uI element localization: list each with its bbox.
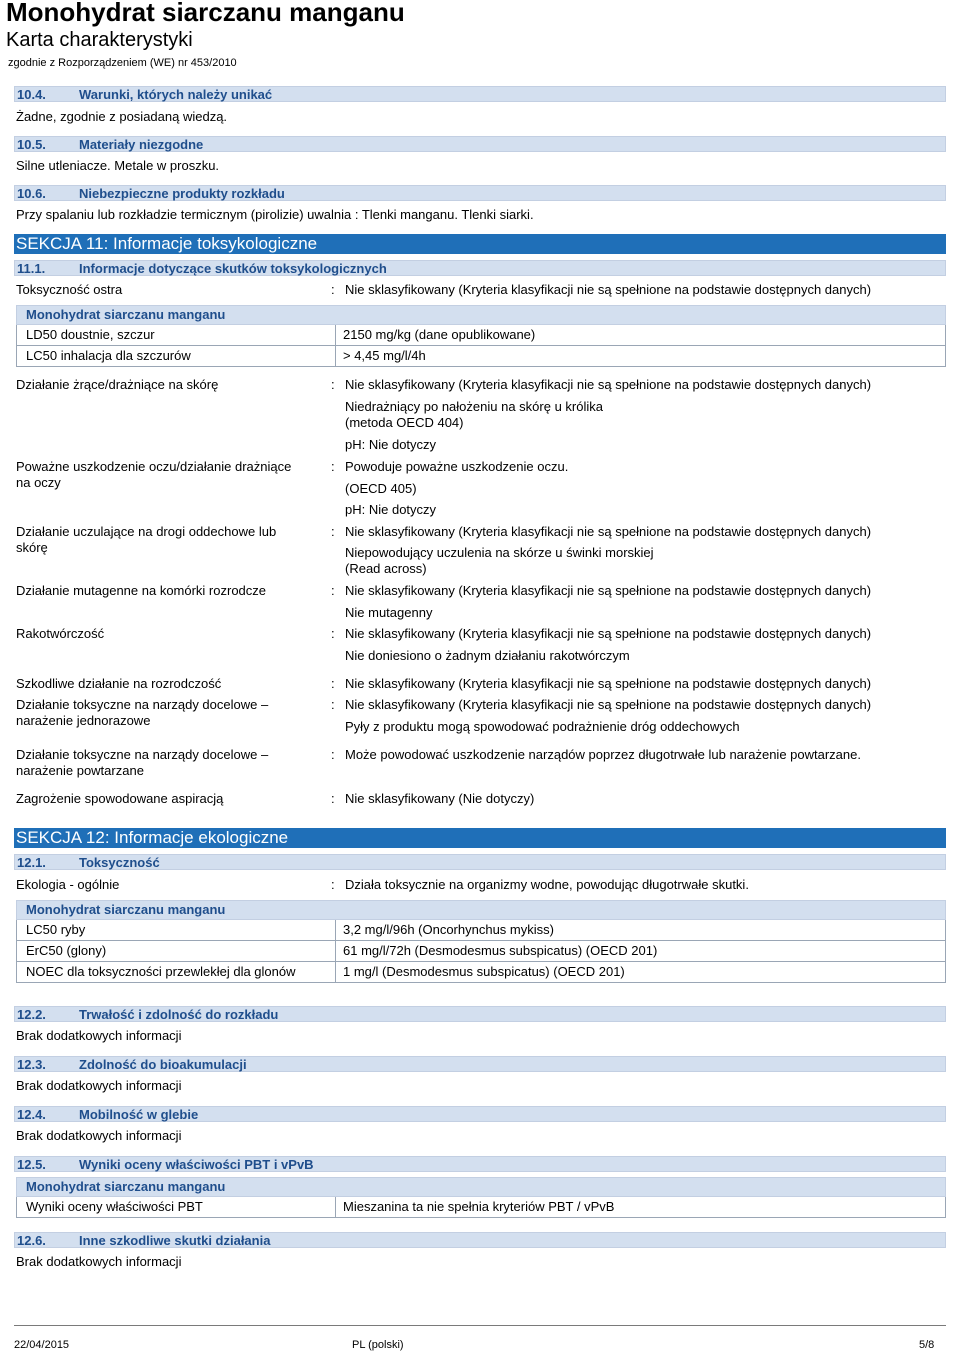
subsection-title: Informacje dotyczące skutków toksykologicznych — [79, 261, 387, 276]
eye-damage-method: (OECD 405) — [345, 481, 417, 496]
subsection-title: Warunki, których należy unikać — [79, 87, 273, 102]
footer-page-number: 5/8 — [919, 1339, 935, 1351]
sensitisation-method: (Read across) — [345, 561, 427, 576]
separator-colon: : — [331, 877, 335, 892]
subsection-12-6-text: Brak dodatkowych informacji — [16, 1254, 182, 1269]
document-title: Monohydrat siarczanu manganu — [6, 0, 405, 27]
skin-corrosion-ph: pH: Nie dotyczy — [345, 437, 437, 452]
separator-colon: : — [331, 676, 335, 691]
table-row — [16, 346, 946, 367]
pbt-assessment-table — [16, 1177, 946, 1218]
regulation-reference: zgodnie z Rozporządzeniem (WE) nr 453/2010 — [8, 57, 237, 69]
subsection-12-5-header — [14, 1156, 946, 1172]
subsection-number: 12.6. — [17, 1233, 46, 1248]
stot-single-note: Pyły z produktu mogą spowodować podrażnienie dróg oddechowych — [345, 719, 740, 734]
table-row — [16, 941, 946, 962]
table-cell-name: ErC50 (glony) — [16, 941, 336, 962]
table-cell-value: 2150 mg/kg (dane opublikowane) — [336, 325, 946, 346]
carcinogenicity-label: Rakotwórczość — [16, 626, 105, 641]
stot-single-value: Nie sklasyfikowany (Kryteria klasyfikacji nie są spełnione na podstawie dostępnych danych) — [345, 697, 872, 712]
separator-colon: : — [331, 697, 335, 712]
subsection-number: 12.5. — [17, 1157, 46, 1172]
subsection-number: 10.6. — [17, 186, 46, 201]
skin-corrosion-value: Nie sklasyfikowany (Kryteria klasyfikacji nie są spełnione na podstawie dostępnych danych) — [345, 377, 872, 392]
aspiration-hazard-value: Nie sklasyfikowany (Nie dotyczy) — [345, 791, 535, 806]
subsection-title: Toksyczność — [79, 855, 160, 870]
ecology-general-value: Działa toksycznie na organizmy wodne, powodując długotrwałe skutki. — [345, 877, 749, 892]
table-cell-value: > 4,45 mg/l/4h — [336, 346, 946, 367]
stot-repeated-label-line2: narażenie powtarzane — [16, 763, 144, 778]
section-12-header — [14, 828, 946, 848]
skin-corrosion-note: Niedrażniący po nałożeniu na skórę u królika — [345, 399, 603, 414]
subsection-12-1-header — [14, 854, 946, 870]
table-cell-name: LC50 ryby — [16, 920, 336, 941]
footer-divider — [14, 1325, 946, 1326]
section-title: SEKCJA 11: Informacje toksykologiczne — [16, 234, 318, 253]
table-row — [16, 1197, 946, 1218]
subsection-title: Inne szkodliwe skutki działania — [79, 1233, 271, 1248]
aspiration-hazard-label: Zagrożenie spowodowane aspiracją — [16, 791, 224, 806]
subsection-title: Niebezpieczne produkty rozkładu — [79, 186, 285, 201]
acute-toxicity-table — [16, 305, 946, 367]
table-header: Monohydrat siarczanu manganu — [16, 900, 946, 920]
sensitisation-value: Nie sklasyfikowany (Kryteria klasyfikacji nie są spełnione na podstawie dostępnych danych) — [345, 524, 872, 539]
separator-colon: : — [331, 626, 335, 641]
stot-single-label-line2: narażenie jednorazowe — [16, 713, 151, 728]
separator-colon: : — [331, 282, 335, 297]
subsection-12-4-header — [14, 1106, 946, 1122]
subsection-12-2-header — [14, 1006, 946, 1022]
mutagenicity-label: Działanie mutagenne na komórki rozrodcze — [16, 583, 267, 598]
subsection-number: 11.1. — [17, 261, 46, 276]
subsection-12-4-text: Brak dodatkowych informacji — [16, 1128, 182, 1143]
subsection-10-5-text: Silne utleniacze. Metale w proszku. — [16, 158, 220, 173]
document-subtitle: Karta charakterystyki — [6, 29, 193, 51]
subsection-11-1-header — [14, 260, 946, 276]
subsection-12-3-text: Brak dodatkowych informacji — [16, 1078, 182, 1093]
table-row — [16, 325, 946, 346]
subsection-10-5-header — [14, 136, 946, 152]
separator-colon: : — [331, 747, 335, 762]
subsection-10-6-text: Przy spalaniu lub rozkładzie termicznym (pirolizie) uwalnia : Tlenki manganu. Tlenki siarki. — [16, 207, 534, 222]
subsection-10-6-header — [14, 185, 946, 201]
stot-single-label-line1: Działanie toksyczne na narządy docelowe – — [16, 697, 269, 712]
subsection-10-4-header — [14, 86, 946, 102]
subsection-title: Mobilność w glebie — [79, 1107, 199, 1122]
reproductive-toxicity-value: Nie sklasyfikowany (Kryteria klasyfikacji nie są spełnione na podstawie dostępnych danych) — [345, 676, 872, 691]
carcinogenicity-value: Nie sklasyfikowany (Kryteria klasyfikacji nie są spełnione na podstawie dostępnych danych) — [345, 626, 872, 641]
mutagenicity-value: Nie sklasyfikowany (Kryteria klasyfikacji nie są spełnione na podstawie dostępnych danych) — [345, 583, 872, 598]
subsection-number: 10.5. — [17, 137, 46, 152]
acute-toxicity-label: Toksyczność ostra — [16, 282, 123, 297]
footer-language: PL (polski) — [352, 1339, 404, 1351]
acute-toxicity-value: Nie sklasyfikowany (Kryteria klasyfikacji nie są spełnione na podstawie dostępnych danych) — [345, 282, 872, 297]
table-row — [16, 920, 946, 941]
subsection-12-6-header — [14, 1232, 946, 1248]
table-header: Monohydrat siarczanu manganu — [16, 305, 946, 325]
eye-damage-value: Powoduje poważne uszkodzenie oczu. — [345, 459, 569, 474]
subsection-title: Zdolność do bioakumulacji — [79, 1057, 247, 1072]
eye-damage-label-line2: na oczy — [16, 475, 61, 490]
separator-colon: : — [331, 791, 335, 806]
mutagenicity-note: Nie mutagenny — [345, 605, 433, 620]
table-row — [16, 962, 946, 983]
stot-repeated-label-line1: Działanie toksyczne na narządy docelowe – — [16, 747, 269, 762]
separator-colon: : — [331, 524, 335, 539]
table-cell-value: Mieszanina ta nie spełnia kryteriów PBT / vPvB — [336, 1197, 946, 1218]
subsection-title: Materiały niezgodne — [79, 137, 204, 152]
sensitisation-label-line2: skórę — [16, 540, 48, 555]
separator-colon: : — [331, 583, 335, 598]
reproductive-toxicity-label: Szkodliwe działanie na rozrodczość — [16, 676, 222, 691]
separator-colon: : — [331, 377, 335, 392]
subsection-title: Wyniki oceny właściwości PBT i vPvB — [79, 1157, 314, 1172]
subsection-12-3-header — [14, 1056, 946, 1072]
eye-damage-label-line1: Poważne uszkodzenie oczu/działanie drażniące — [16, 459, 292, 474]
separator-colon: : — [331, 459, 335, 474]
table-cell-value: 61 mg/l/72h (Desmodesmus subspicatus) (OECD 201) — [336, 941, 946, 962]
table-header: Monohydrat siarczanu manganu — [16, 1177, 946, 1197]
carcinogenicity-note: Nie doniesiono o żadnym działaniu rakotwórczym — [345, 648, 630, 663]
table-cell-name: Wyniki oceny właściwości PBT — [16, 1197, 336, 1218]
stot-repeated-value: Może powodować uszkodzenie narządów poprzez długotrwałe lub narażenie powtarzane. — [345, 747, 861, 762]
section-title: SEKCJA 12: Informacje ekologiczne — [16, 828, 289, 847]
skin-corrosion-label: Działanie żrące/drażniące na skórę — [16, 377, 219, 392]
table-cell-name: LC50 inhalacja dla szczurów — [16, 346, 336, 367]
subsection-10-4-text: Żadne, zgodnie z posiadaną wiedzą. — [16, 109, 228, 124]
skin-corrosion-method: (metoda OECD 404) — [345, 415, 464, 430]
subsection-number: 12.2. — [17, 1007, 46, 1022]
footer-date: 22/04/2015 — [14, 1339, 70, 1351]
subsection-number: 12.1. — [17, 855, 46, 870]
subsection-number: 10.4. — [17, 87, 46, 102]
table-cell-name: LD50 doustnie, szczur — [16, 325, 336, 346]
sensitisation-label-line1: Działanie uczulające na drogi oddechowe lub — [16, 524, 277, 539]
subsection-number: 12.4. — [17, 1107, 46, 1122]
subsection-title: Trwałość i zdolność do rozkładu — [79, 1007, 279, 1022]
ecology-general-label: Ekologia - ogólnie — [16, 877, 120, 892]
subsection-12-2-text: Brak dodatkowych informacji — [16, 1028, 182, 1043]
subsection-number: 12.3. — [17, 1057, 46, 1072]
table-cell-name: NOEC dla toksyczności przewlekłej dla glonów — [16, 962, 336, 983]
section-11-header — [14, 234, 946, 254]
table-cell-value: 3,2 mg/l/96h (Oncorhynchus mykiss) — [336, 920, 946, 941]
table-cell-value: 1 mg/l (Desmodesmus subspicatus) (OECD 201) — [336, 962, 946, 983]
sensitisation-note: Niepowodujący uczulenia na skórze u świnki morskiej — [345, 545, 654, 560]
ecotoxicity-table — [16, 900, 946, 983]
eye-damage-ph: pH: Nie dotyczy — [345, 502, 437, 517]
